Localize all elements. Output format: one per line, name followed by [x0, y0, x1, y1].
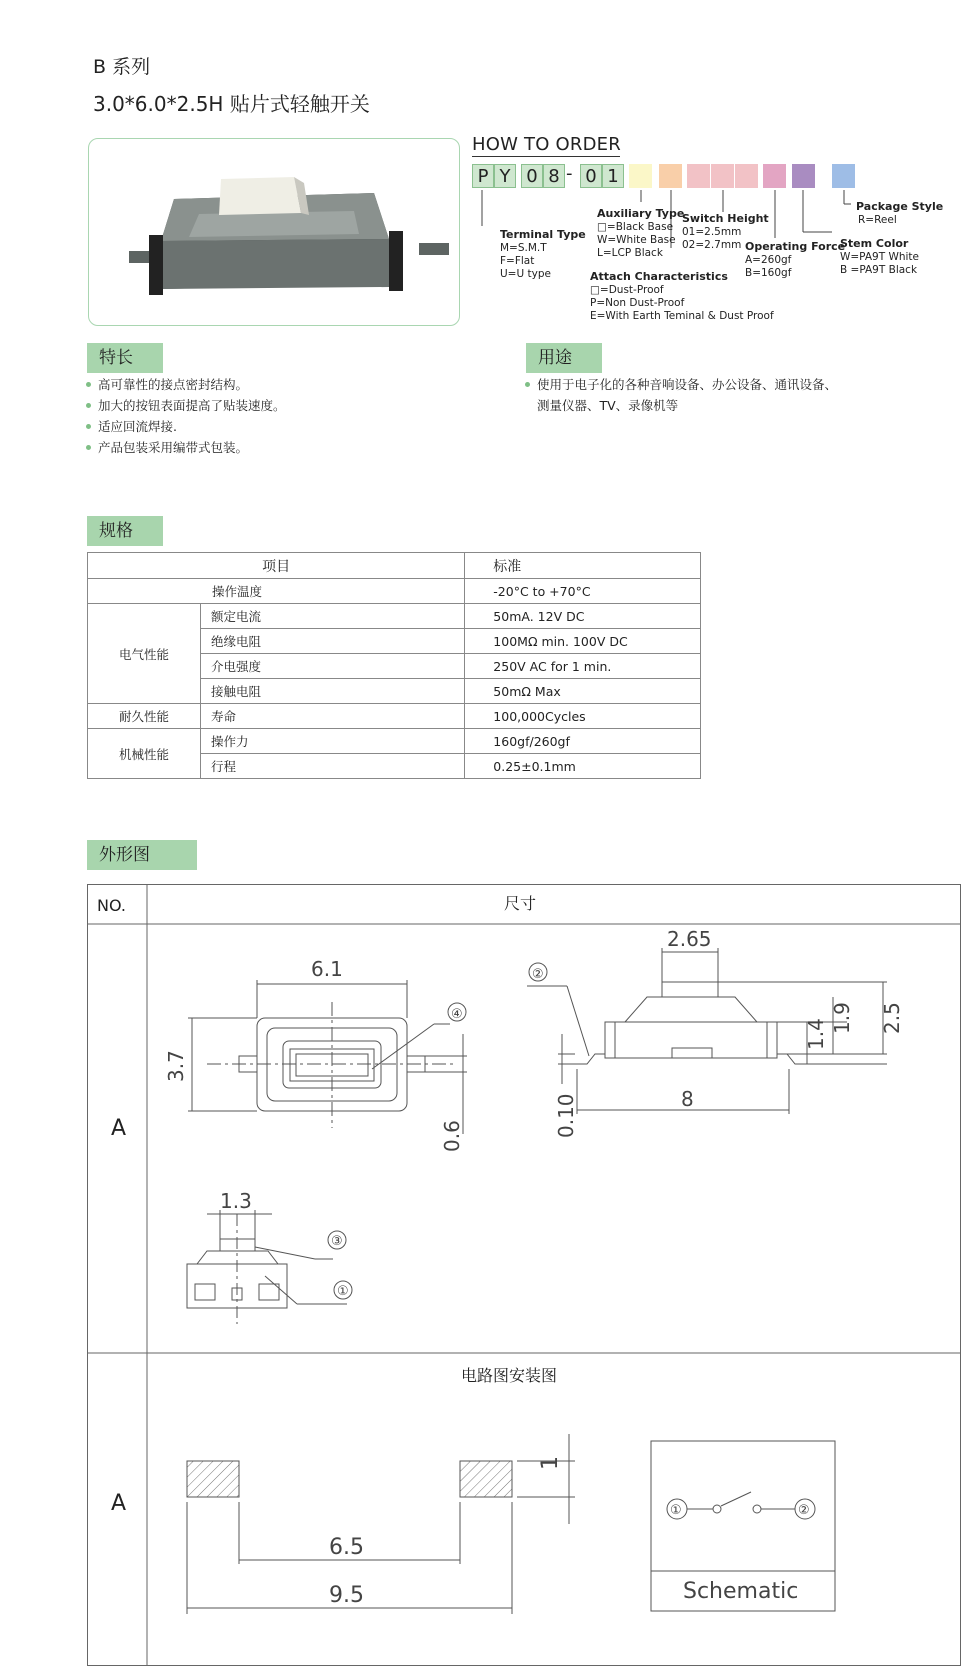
- features-heading: 特长: [87, 343, 163, 373]
- how-to-order-underline: [472, 156, 620, 157]
- specs-heading: 规格: [87, 516, 163, 546]
- code-cell-2: Y: [494, 164, 516, 188]
- callout-4: ④: [451, 1007, 463, 1022]
- dim-stem-width: 2.65: [667, 927, 712, 951]
- outline-row2-label: A: [111, 1491, 127, 1516]
- spec-value: 0.25±0.1mm: [465, 754, 701, 779]
- stem-color-opt-1: W=PA9T White: [840, 251, 919, 263]
- callout-1: ①: [337, 1284, 349, 1299]
- swatch-stem: [792, 164, 815, 188]
- dim-length: 8: [681, 1087, 694, 1111]
- swatch-auxiliary: [629, 164, 652, 188]
- dim-top-width: 6.1: [311, 957, 343, 981]
- terminal-type-opt-3: U=U type: [500, 268, 551, 280]
- code-cell-6: 1: [602, 164, 624, 188]
- spec-item: 绝缘电阻: [201, 629, 465, 654]
- circuit-title: 电路图安装图: [461, 1366, 558, 1385]
- callout-2: ②: [532, 967, 544, 982]
- terminal-type-label: [500, 228, 586, 281]
- end-view: [187, 1210, 352, 1324]
- dim-pad-outer: 9.5: [329, 1583, 364, 1608]
- feature-item: 适应回流焊接.: [84, 416, 286, 437]
- usage-list: [523, 374, 837, 416]
- auxiliary-type-opt-2: W=White Base: [597, 234, 676, 246]
- terminal-type-title: Terminal Type: [500, 228, 586, 241]
- feature-item: 加大的按钮表面提高了贴装速度。: [84, 395, 286, 416]
- dim-h-body: 1.9: [830, 1002, 854, 1034]
- package-style-title: Package Style: [856, 200, 944, 213]
- stem-color-label: [840, 237, 919, 277]
- outline-drawing: [87, 884, 961, 1666]
- spec-value: 50mA. 12V DC: [465, 604, 701, 629]
- spec-item: 介电强度: [201, 654, 465, 679]
- dim-h-total: 2.5: [880, 1002, 904, 1034]
- pad-layout: [187, 1434, 575, 1614]
- package-style-opt-1: R=Reel: [858, 214, 897, 226]
- swatch-height-2: [711, 164, 734, 188]
- attach-opt-2: P=Non Dust-Proof: [590, 297, 685, 309]
- operating-force-label: [745, 240, 845, 280]
- spec-table: [87, 552, 701, 779]
- auxiliary-type-label: [597, 207, 684, 260]
- spec-value: 250V AC for 1 min.: [465, 654, 701, 679]
- outline-col-no: NO.: [97, 896, 126, 915]
- spec-item: 操作力: [201, 729, 465, 754]
- code-cell-1: P: [472, 164, 494, 188]
- attach-opt-1: □=Dust-Proof: [590, 284, 664, 296]
- schematic-label: Schematic: [683, 1579, 799, 1604]
- pad-right: [460, 1461, 512, 1497]
- spec-group-durability: 耐久性能: [88, 704, 201, 729]
- dim-lead-offset: 0.6: [440, 1120, 464, 1152]
- auxiliary-type-title: Auxiliary Type: [597, 207, 685, 220]
- product-title: 3.0*6.0*2.5H 贴片式轻触开关: [93, 92, 370, 116]
- usage-item-cont: 测量仪器、TV、录像机等: [537, 398, 679, 413]
- swatch-height-1: [687, 164, 710, 188]
- auxiliary-type-opt-1: □=Black Base: [597, 221, 674, 233]
- usage-heading: 用途: [526, 343, 602, 373]
- swatch-attach: [659, 164, 682, 188]
- features-list: [84, 374, 286, 458]
- dim-stem-small: 1.3: [220, 1189, 252, 1213]
- dim-pad-inner: 6.5: [329, 1535, 364, 1560]
- outline-heading: 外形图: [87, 840, 197, 870]
- swatch-height-3: [735, 164, 758, 188]
- swatch-force: [763, 164, 786, 188]
- schematic-pin-2: ②: [798, 1503, 810, 1518]
- spec-value: 50mΩ Max: [465, 679, 701, 704]
- dim-lead-thk: 0.10: [554, 1093, 578, 1138]
- package-style-label: [856, 200, 943, 227]
- code-cell-5: 0: [580, 164, 602, 188]
- spec-col-item: 项目: [88, 553, 465, 579]
- terminal-type-opt-1: M=S.M.T: [500, 242, 547, 254]
- spec-item: 行程: [201, 754, 465, 779]
- pad-left: [187, 1461, 239, 1497]
- how-to-order-title: HOW TO ORDER: [472, 134, 621, 155]
- terminal-type-opt-2: F=Flat: [500, 255, 535, 267]
- dim-h-base: 1.4: [804, 1018, 828, 1050]
- stem-color-title: Stem Color: [840, 237, 909, 250]
- callout-3: ③: [331, 1234, 343, 1249]
- dim-pad-height: 1: [538, 1456, 563, 1470]
- outline-col-size: 尺寸: [504, 894, 537, 913]
- spec-item: 接触电阻: [201, 679, 465, 704]
- outline-row1-label: A: [111, 1116, 127, 1141]
- auxiliary-type-opt-3: L=LCP Black: [597, 247, 663, 259]
- usage-item: 使用于电子化的各种音响设备、办公设备、通讯设备、: [523, 374, 837, 395]
- product-photo-frame: [88, 138, 460, 326]
- operating-force-opt-1: A=260gf: [745, 254, 792, 266]
- product-photo: [89, 139, 459, 325]
- series-label: B 系列: [93, 56, 151, 78]
- swatch-package: [832, 164, 855, 188]
- switch-height-title: Switch Height: [682, 212, 769, 225]
- operating-force-opt-2: B=160gf: [745, 267, 792, 279]
- spec-item: 寿命: [201, 704, 465, 729]
- operating-force-title: Operating Force: [745, 240, 846, 253]
- attach-opt-3: E=With Earth Teminal & Dust Proof: [590, 310, 774, 322]
- spec-col-standard: 标准: [465, 553, 701, 579]
- top-view: [188, 980, 467, 1134]
- spec-value: 100,000Cycles: [465, 704, 701, 729]
- switch-height-opt-1: 01=2.5mm: [682, 226, 742, 238]
- stem-color-opt-2: B =PA9T Black: [840, 264, 918, 276]
- spec-group-electrical: 电气性能: [88, 604, 201, 704]
- spec-group-mechanical: 机械性能: [88, 729, 201, 779]
- spec-value: 100MΩ min. 100V DC: [465, 629, 701, 654]
- feature-item: 高可靠性的接点密封结构。: [84, 374, 286, 395]
- code-cell-3: 0: [521, 164, 543, 188]
- dim-top-height: 3.7: [164, 1050, 188, 1082]
- code-cell-4: 8: [543, 164, 565, 188]
- spec-op-temp-label: 操作温度: [88, 579, 465, 604]
- attach-characteristics-title: Attach Characteristics: [590, 270, 728, 283]
- spec-op-temp-value: -20°C to +70°C: [465, 579, 701, 604]
- feature-item: 产品包装采用编带式包装。: [84, 437, 286, 458]
- spec-value: 160gf/260gf: [465, 729, 701, 754]
- spec-item: 额定电流: [201, 604, 465, 629]
- schematic-pin-1: ①: [670, 1503, 682, 1518]
- code-dash: -: [566, 163, 573, 184]
- switch-height-opt-2: 02=2.7mm: [682, 239, 742, 251]
